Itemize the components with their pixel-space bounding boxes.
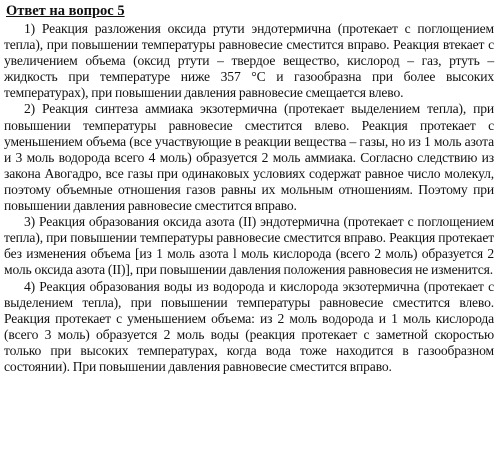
paragraph-4: 4) Реакция образования воды из водорода и кислорода экзотермична (протекает с выделением тепла), при повышении температуры равновесие сместится влево. Реакция протекает с уменьшением объема: из 2 моль водорода и 1 моль кислорода (всего 3 моль) образуется 2 моль воды (реакция протекает с заметной скоростью только при высоких температурах, когда вода тоже находится в газообразном состоянии). При повышении давления равновесие сместится вправо. [4, 278, 494, 374]
paragraph-2: 2) Реакция синтеза аммиака экзотермична (протекает выделением тепла), при повышении температуры равновесие сместится влево. Реакция протекает с уменьшением объема (все участвующие в реакции вещества – газы, но из 1 моль азота и 3 моль водорода всего 4 моль) образуется 2 моль аммиака. Согласно следствию из закона Авогадро, все газы при одинаковых условиях содержат равное число молекул, поэтому объемные отношения газов равны их мольным отношениям. Поэтому при повышении давления равновесие сместится вправо. [4, 101, 494, 214]
document-page [4, 2, 494, 467]
paragraph-1: 1) Реакция разложения оксида ртути эндотермична (протекает с поглощением тепла), при повышении температуры равновесие сместится вправо. Реакция втекает с увеличением объема (оксид ртути – твердое вещество, кислород – газ, ртуть – жидкость при температуре ниже 357 °С и газообразна при более высоких температурах), при повышении давления равновесие смещается влево. [4, 21, 494, 101]
page-title: Ответ на вопрос 5 [6, 3, 125, 19]
paragraph-3: 3) Реакция образования оксида азота (II) эндотермична (протекает с поглощением тепла), при повышении температуры равновесие сместится вправо. Реакция протекает без изменения объема [из 1 моль азота l моль кислорода (всего 2 моль) образуется 2 моль оксида азота (II)], при повышении давления положения равновесия не изменится. [4, 214, 494, 278]
